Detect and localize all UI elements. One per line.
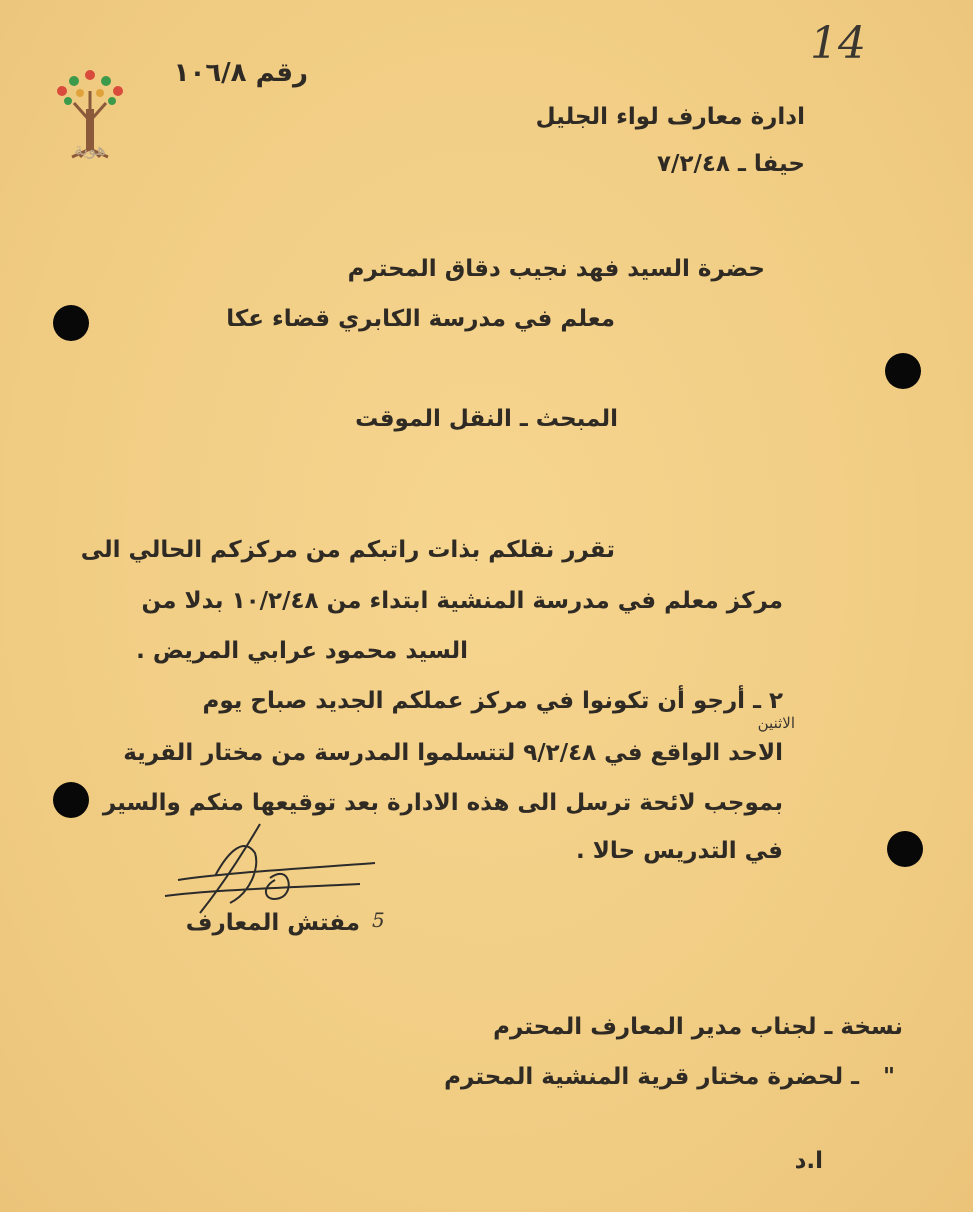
page-number: 14 [810, 18, 866, 69]
footer-code: ا.د [794, 1148, 823, 1174]
copy-line-2: " ـ لحضرة مختار قرية المنشية المحترم [444, 1064, 895, 1090]
handwritten-insert: الاثنين [757, 714, 795, 732]
punch-hole-right-lower [887, 831, 923, 867]
signature-mark: 5 [372, 908, 385, 932]
issuing-office: ادارة معارف لواء الجليل [535, 104, 805, 130]
copy-line-1: نسخة ـ لجناب مدير المعارف المحترم [493, 1014, 903, 1040]
subject-line: المبحث ـ النقل الموقت [355, 406, 618, 432]
punch-hole-left-lower [53, 782, 89, 818]
body-line-2: مركز معلم في مدرسة المنشية ابتداء من ١٠/٢/٤٨ بدلا من [141, 588, 783, 614]
place-date: حيفا ـ ٧/٢/٤٨ [657, 151, 805, 177]
tree-logo [50, 36, 130, 186]
punch-hole-left-upper [53, 305, 89, 341]
body-line-4: ٢ ـ أرجو أن تكونوا في مركز عملكم الجديد صباح يوم [202, 688, 783, 714]
recipient-name: حضرة السيد فهد نجيب دقاق المحترم [347, 256, 765, 282]
body-line-1: تقرر نقلكم بذات راتبكم من مركزكم الحالي الى [80, 537, 615, 563]
logo-text: هوية [74, 140, 106, 160]
punch-hole-right-upper [885, 353, 921, 389]
signatory-title: مفتش المعارف [185, 910, 360, 936]
reference-number: رقم ١٠٦/٨ [173, 58, 308, 88]
recipient-position: معلم في مدرسة الكابري قضاء عكا [226, 306, 615, 332]
body-line-3: السيد محمود عرابي المريض . [136, 638, 468, 664]
body-line-6: بموجب لائحة ترسل الى هذه الادارة بعد توقيعها منكم والسير [102, 790, 783, 816]
body-line-7: في التدريس حالا . [575, 838, 783, 864]
body-line-5: الاحد الواقع في ٩/٢/٤٨ لتتسلموا المدرسة من مختار القرية [123, 740, 783, 766]
